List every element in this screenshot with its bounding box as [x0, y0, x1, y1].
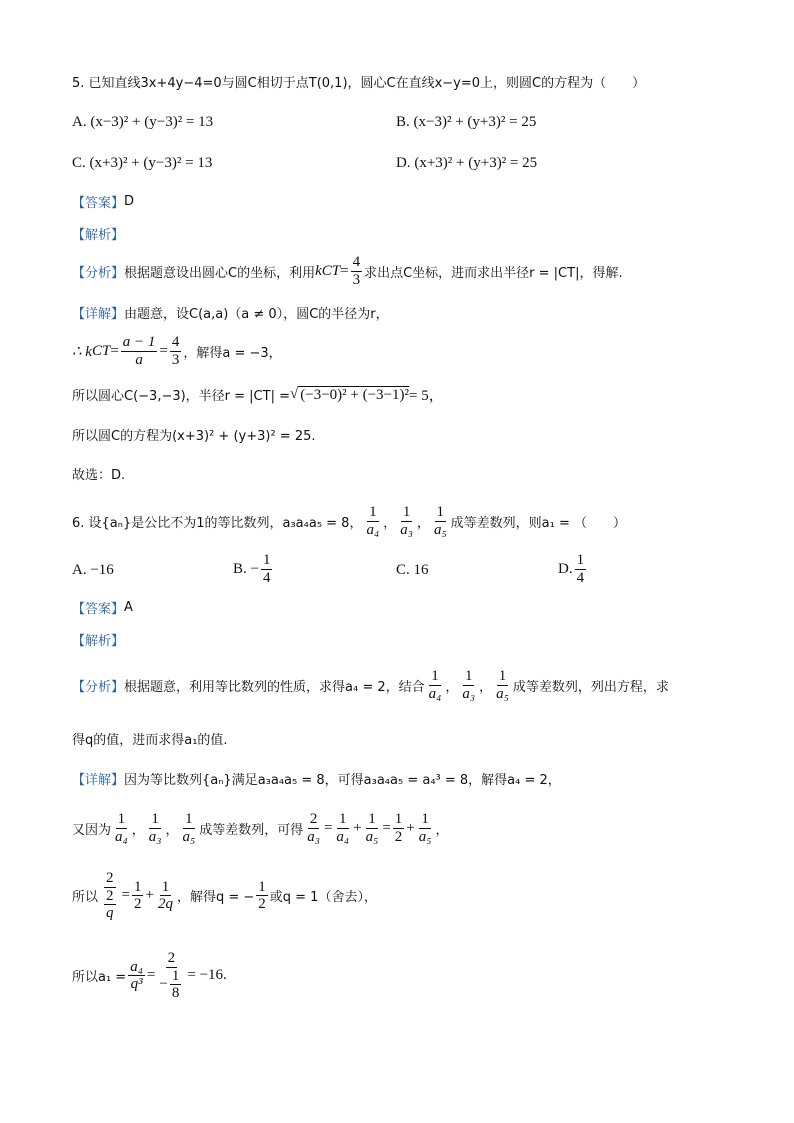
q6-option-c: C. 16: [396, 562, 429, 578]
q5-line2: ∴ k CT = $\frac{a - 1}{a}$ = $\frac{4}{3}$ ，解得a = −3，: [72, 334, 282, 368]
q6-option-b: B. − $\frac{1}{4}$: [233, 552, 271, 586]
fraction: $\frac{1}{\text{a₅}}$: [182, 811, 196, 845]
q5-option-b: B. (x−3)² + (y+3)² = 25: [396, 114, 537, 130]
fraction: $\frac{4}{3}$: [171, 334, 180, 368]
fraction: $\frac{1}{2q}$: [157, 878, 173, 913]
fraction: $\frac{1}{\text{a₄}}$: [115, 811, 128, 845]
fraction: $\frac{1}{4}$: [262, 552, 271, 586]
q5-answer: [72, 192, 134, 211]
fraction: $\frac{1}{\text{a₅}}$: [496, 668, 509, 702]
q6-line3: 所以 $\frac{2}{\frac{2}{q}}$ = $\frac{1}{2}$ + $\frac{1}{2q}$ ，解得q = − $\frac{1}{2}$ 或q = 1（舍去），: [72, 870, 377, 921]
sqrt-sign: √: [290, 386, 299, 402]
q6-stem: 6. 设{aₙ}是公比不为1的等比数列，a₃a₄a₅ = 8， $\frac{1}{\text{a₄}}$ ， $\frac{1}{\text{a₃}}$ ， $\frac{1}{\text{a₅}}$ 成等差数列，则a₁ = （ ）: [72, 504, 626, 538]
fraction: $\frac{a - 1}{a}$: [122, 334, 156, 368]
fraction: $\frac{1}{\text{a₃}}$: [148, 811, 162, 845]
q5-xiangjie: 【详解】 由题意，设C(a,a)（a ≠ 0），圆C的半径为r，: [72, 307, 389, 322]
q5-conclusion: 故选：D.: [72, 468, 126, 483]
q6-jiexi: 【解析】: [72, 634, 125, 649]
fraction: $\frac{1}{2}$: [133, 878, 142, 913]
compound-fraction: $\frac{2}{\frac{2}{q}}$: [106, 870, 114, 921]
compound-fraction: 2 − $\frac{1}{8}$: [159, 950, 180, 1001]
q5-line4: 所以圆C的方程为(x+3)² + (y+3)² = 25.: [72, 429, 316, 444]
fraction: $\frac{4}{3}$: [352, 254, 361, 288]
fraction: $\frac{1}{4}$: [576, 552, 585, 586]
q6-line4: 所以a₁ = $\frac{\text{a₄}}{\text{q³}}$ = 2 − $\frac{1}{8}$ = −16.: [72, 950, 227, 1001]
q5-fenxi: 【分析】 根据题意设出圆心C的坐标，利用 k CT = $\frac{4}{3}$ 求出点C坐标，进而求出半径r = |CT|，得解.: [72, 254, 623, 288]
q6-fenxi: 【分析】 根据题意，利用等比数列的性质，求得a₄ = 2，结合 $\frac{1}{\text{a₄}}$ ， $\frac{1}{\text{a₃}}$ ， $\frac{1}{\text{a₅}}$ 成等差数列，列出方程，求: [72, 668, 669, 702]
q5-option-d: D. (x+3)² + (y+3)² = 25: [396, 155, 538, 171]
fraction: $\frac{1}{\text{a₄}}$: [366, 504, 380, 538]
q5-stem: [72, 72, 645, 91]
answer-tag: 【答案】: [72, 602, 125, 617]
q6-xiangjie: 【详解】 因为等比数列{aₙ}满足a₃a₄a₅ = 8，可得a₃a₄a₅ = a₄³ = 8，解得a₄ = 2，: [72, 773, 561, 788]
fraction: $\frac{1}{\text{a₃}}$: [462, 668, 476, 702]
answer-tag: 【答案】: [72, 196, 125, 211]
q5-jiexi: 【解析】: [72, 228, 125, 243]
fraction: $\frac{1}{\text{a₃}}$: [400, 504, 413, 538]
answer-value: A: [124, 600, 133, 615]
q6-fenxi-2: 得q的值，进而求得a₁的值.: [72, 733, 228, 748]
fraction: $\frac{1}{\text{a₄}}$: [428, 668, 442, 702]
q5-line3: 所以圆心C(−3,−3)，半径r = |CT| = √ (−3−0)² + (−3−1)² = 5，: [72, 386, 444, 404]
fraction: $\frac{1}{\text{a₅}}$: [418, 811, 432, 845]
fraction: $\frac{1}{\text{a₅}}$: [365, 811, 379, 845]
fraction: $\frac{1}{2}$: [258, 878, 266, 913]
fraction: $\frac{1}{2}$: [394, 811, 403, 845]
q5-option-c: C. (x+3)² + (y−3)² = 13: [72, 155, 213, 171]
q6-line2: 又因为 $\frac{1}{\text{a₄}}$ ， $\frac{1}{\text{a₃}}$ ， $\frac{1}{\text{a₅}}$ 成等差数列，可得 $\frac{2}{\text{a₃}}$ = $\frac{1}{\text{a₄}}$ + $\frac{1}{\text{a₅}}$ = $\frac{1}{2}$ + $\frac{1}{\text{a₅}}$ ，: [72, 811, 449, 845]
q6-answer: [72, 598, 133, 617]
q6-option-a: A. −16: [72, 562, 114, 578]
fraction: $\frac{1}{\text{a₄}}$: [336, 811, 350, 845]
fraction: $\frac{2}{\text{a₃}}$: [307, 811, 320, 845]
fraction: $\frac{\text{a₄}}{\text{q³}}$: [130, 958, 143, 993]
q6-option-d: D. $\frac{1}{4}$: [558, 552, 585, 586]
fraction: $\frac{1}{\text{a₅}}$: [433, 504, 447, 538]
q5-option-a: A. (x−3)² + (y−3)² = 13: [72, 114, 214, 130]
answer-value: D: [124, 194, 135, 209]
q5-stem-text: 5. 已知直线3x+4y−4=0与圆C相切于点T(0,1)，圆心C在直线x−y=0上，则圆C的方程为（ ）: [72, 76, 646, 91]
